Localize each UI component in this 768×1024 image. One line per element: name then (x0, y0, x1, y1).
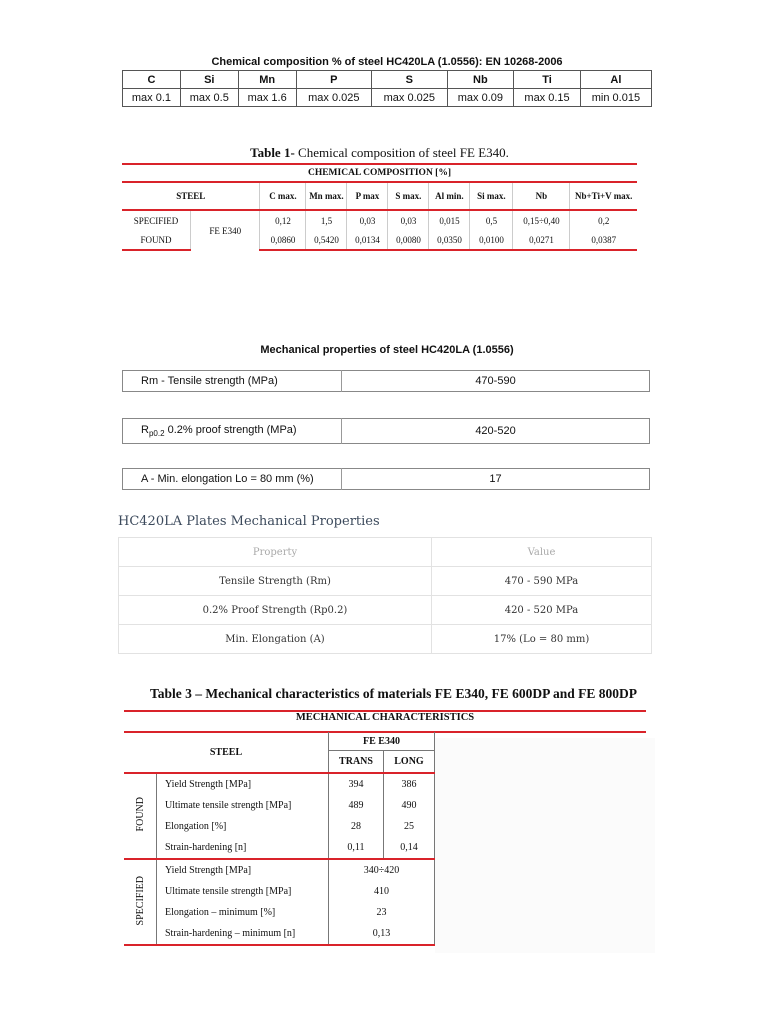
header-cell: S max. (388, 182, 429, 210)
header-cell: P (296, 71, 371, 89)
header-cell: Ti (514, 71, 581, 89)
rm-label: Rm - Tensile strength (MPa) (123, 371, 342, 392)
trans-header: TRANS (329, 751, 384, 774)
header-cell: Al (580, 71, 651, 89)
header-cell: Nb (513, 182, 570, 210)
table-row (124, 902, 435, 923)
elongation-box (122, 468, 650, 490)
table-header-row (122, 182, 637, 210)
chem2-table (122, 163, 637, 251)
table-row (119, 567, 652, 596)
value-cell: 0,0271 (513, 230, 570, 250)
long-header: LONG (384, 751, 435, 774)
trans-cell: 28 (329, 816, 384, 837)
header-cell: STEEL (122, 182, 260, 210)
value-cell: 470 - 590 MPa (432, 567, 652, 596)
value-cell: max 0.09 (447, 89, 514, 107)
elongation-value: 17 (489, 473, 502, 485)
value-cell: 0,12 (260, 210, 306, 230)
value-cell: 0,5 (470, 210, 513, 230)
property-cell: Tensile Strength (Rm) (119, 567, 432, 596)
table-row (124, 923, 435, 945)
mech1-title: Mechanical properties of steel HC420LA (1.0556) (260, 344, 514, 356)
mech3-table (124, 732, 435, 946)
trans-cell: 394 (329, 773, 384, 795)
value-cell: 0,0134 (347, 230, 388, 250)
value-cell: 0,0350 (429, 230, 470, 250)
row-label: FOUND (122, 230, 191, 250)
value-cell: 0,03 (388, 210, 429, 230)
specified-value: 0,13 (329, 923, 435, 945)
value-cell: 0,15÷0,40 (513, 210, 570, 230)
table-row (124, 816, 435, 837)
property-cell: Yield Strength [MPa] (165, 865, 252, 876)
header-cell: Si max. (470, 182, 513, 210)
header-cell: Al min. (429, 182, 470, 210)
section-title-row (122, 164, 637, 182)
property-cell: Min. Elongation (A) (119, 625, 432, 654)
section-title: CHEMICAL COMPOSITION [%] (122, 164, 637, 182)
steel-header: STEEL (124, 732, 329, 773)
table-row (124, 837, 435, 859)
property-cell: Strain-hardening – minimum [n] (157, 923, 329, 945)
rm-box (122, 370, 650, 392)
long-cell: 0,14 (384, 837, 435, 859)
specified-label: SPECIFIED (134, 875, 146, 926)
rp-label-cell (123, 419, 342, 444)
value-cell: 17% (Lo = 80 mm) (432, 625, 652, 654)
long-cell: 386 (384, 773, 435, 795)
specified-group (124, 859, 157, 945)
table-row (124, 881, 435, 902)
header-cell: Mn (238, 71, 296, 89)
value-cell: 0,0860 (260, 230, 306, 250)
table-row (124, 795, 435, 816)
value-cell: max 0.025 (296, 89, 371, 107)
value-cell: 0,03 (347, 210, 388, 230)
property-cell: Ultimate tensile strength [MPa] (165, 886, 292, 897)
header-cell: C (123, 71, 181, 89)
value-cell: 0,0100 (470, 230, 513, 250)
value-cell: max 0.15 (514, 89, 581, 107)
table-header-row (124, 732, 435, 751)
header-cell: Nb+Ti+V max. (570, 182, 637, 210)
table-row (122, 210, 637, 230)
plates-title: HC420LA Plates Mechanical Properties (118, 514, 380, 529)
mech3-section-title: MECHANICAL CHARACTERISTICS (295, 712, 475, 723)
value-cell: 0,2 (570, 210, 637, 230)
row-label: SPECIFIED (133, 215, 179, 226)
long-cell: 25 (384, 816, 435, 837)
chem2-title (122, 145, 637, 161)
table-row (123, 89, 652, 107)
trans-cell: 0,11 (329, 837, 384, 859)
value-cell: 0,5420 (306, 230, 347, 250)
value-cell: max 1.6 (238, 89, 296, 107)
header-cell: Property (119, 538, 432, 567)
header-cell: Mn max. (306, 182, 347, 210)
table-row (124, 859, 435, 881)
value-cell: max 0.025 (372, 89, 447, 107)
chem1-title: Chemical composition % of steel HC420LA (1.0556): EN 10268-2006 (211, 56, 563, 68)
elongation-label: A - Min. elongation Lo = 80 mm (%) (123, 469, 342, 490)
table-header-row (119, 538, 652, 567)
value-cell: max 0.1 (123, 89, 181, 107)
found-label: FOUND (134, 797, 146, 832)
value-cell: min 0.015 (580, 89, 651, 107)
chem2-title-bold: Table 1- (250, 145, 295, 160)
property-cell: Yield Strength [MPa] (165, 779, 252, 790)
value-cell: max 0.5 (180, 89, 238, 107)
table-row (119, 596, 652, 625)
background-patch (435, 738, 655, 953)
material-header: FE E340 (329, 732, 435, 751)
long-cell: 490 (384, 795, 435, 816)
rm-value: 470-590 (475, 375, 516, 387)
chem2-title-rest: Chemical composition of steel FE E340. (294, 145, 509, 160)
header-cell: S (372, 71, 447, 89)
steel-name: FE E340 (191, 210, 260, 250)
plates-table (118, 537, 652, 654)
value-cell: 0,015 (429, 210, 470, 230)
header-cell: Si (180, 71, 238, 89)
property-cell: 0.2% Proof Strength (Rp0.2) (119, 596, 432, 625)
header-cell: Nb (447, 71, 514, 89)
chem1-table (122, 70, 652, 107)
found-group (124, 773, 157, 859)
specified-value: 23 (329, 902, 435, 923)
rp-label: 0.2% proof strength (MPa) (164, 423, 297, 436)
value-cell: 1,5 (306, 210, 347, 230)
property-cell: Elongation [%] (165, 821, 227, 832)
table-row (124, 773, 435, 795)
rp-value: 420-520 (475, 425, 516, 437)
specified-value: 340÷420 (329, 859, 435, 881)
table-header-row (123, 71, 652, 89)
mech3-title: Table 3 – Mechanical characteristics of materials FE E340, FE 600DP and FE 800DP (150, 686, 637, 701)
rp-symbol: R (141, 423, 149, 436)
table-row (119, 625, 652, 654)
specified-value: 410 (329, 881, 435, 902)
rp-subscript: p0.2 (148, 429, 165, 439)
rp-box (122, 418, 650, 444)
property-cell: Strain-hardening [n] (157, 837, 329, 859)
header-cell: C max. (260, 182, 306, 210)
header-cell: P max (347, 182, 388, 210)
trans-cell: 489 (329, 795, 384, 816)
property-cell: Elongation – minimum [%] (165, 907, 276, 918)
header-cell: Value (432, 538, 652, 567)
value-cell: 0,0080 (388, 230, 429, 250)
property-cell: Ultimate tensile strength [MPa] (165, 800, 292, 811)
value-cell: 0,0387 (570, 230, 637, 250)
value-cell: 420 - 520 MPa (432, 596, 652, 625)
